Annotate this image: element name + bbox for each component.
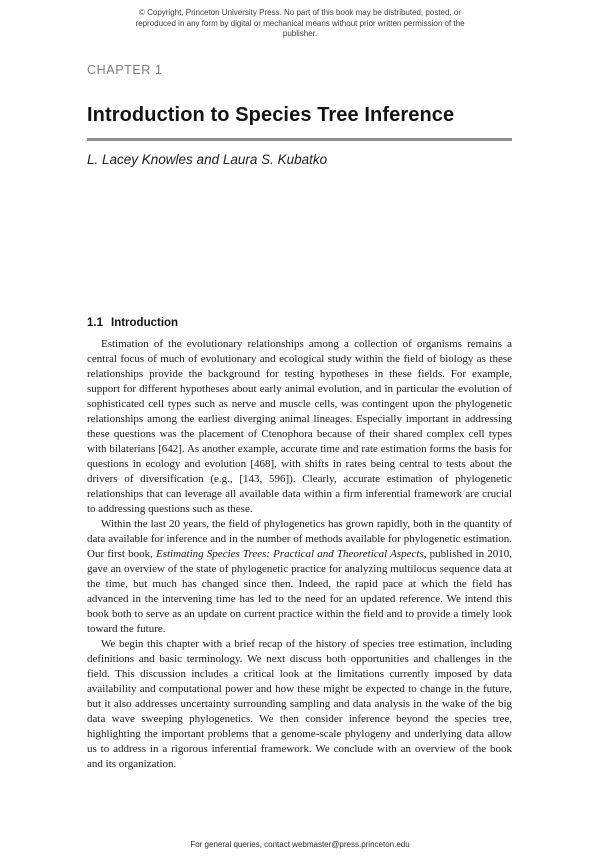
authors-line: L. Lacey Knowles and Laura S. Kubatko	[87, 151, 328, 167]
paragraph-2-text-before: Within the last 20 years, the field of phylogenetics has grown rapidly, both in the quantity of data available for inference and in the number of methods available for phylogenetic estimation. Our first book,	[87, 517, 512, 560]
page-content	[87, 63, 512, 772]
title-rule	[87, 138, 512, 141]
paragraph-1: Estimation of the evolutionary relationships among a collection of organisms remains a central focus of much of evolutionary and ecological study within the field of biology as these relationships provide the background for testing hypotheses in these fields. For example, support for different hypotheses about early animal evolution, and in particular the evolution of sophisticated cell types such as nerve and muscle cells, was contingent upon the phylogenetic relationships among the earliest diverging animal lineages. Especially important in addressing these questions was the placement of Ctenophora because of their shared complex cell types with bilaterians [642]. As another example, accurate time and rate estimation forms the basis for questions in ecology and evolution [468], with shifts in rates being central to tests about the drivers of diversification (e.g., [143, 596]). Clearly, accurate estimation of phylogenetic relationships that can leverage all available data within a firm inferential framework are crucial to addressing questions such as these.	[87, 337, 512, 515]
section-title: Introduction	[111, 316, 179, 329]
chapter-title: Introduction to Species Tree Inference	[87, 103, 455, 126]
chapter-label: CHAPTER 1	[87, 62, 163, 77]
book-title-italic: Estimating Species Trees: Practical and Theoretical Aspects	[156, 547, 424, 560]
paragraph-3: We begin this chapter with a brief recap of the history of species tree estimation, including definitions and basic terminology. We next discuss both opportunities and challenges in the field. This discussion includes a critical look at the limitations currently imposed by data availability and computational power and how these might be expected to change in the future, but it also addresses uncertainty surrounding sampling and data analysis in the wake of the big data wave sweeping phylogenetics. We then consider inference beyond the species tree, highlighting the important problems that a genome-scale phylogeny and underlying data allow us to address in a rigorous inferential framework. We conclude with an overview of the book and its organization.	[87, 637, 512, 770]
section-number: 1.1	[87, 316, 103, 329]
section-heading	[87, 317, 512, 329]
body-text	[87, 337, 512, 772]
paragraph-2-text-after: , published in 2010, gave an overview of the state of phylogenetic practice for analyzing multilocus sequence data at the time, but much has changed since then. Indeed, the rapid pace at which the field has advanced in the intervening time has led to the need for an updated reference. We intend this book both to serve as an update on current practice within the field and to provide a timely look toward the future.	[87, 547, 512, 635]
footer-contact-note: For general queries, contact webmaster@press.princeton.edu	[190, 840, 410, 849]
paragraph-2	[87, 517, 512, 637]
copyright-notice: © Copyright, Princeton University Press. No part of this book may be distributed, posted, or reproduced in any form by digital or mechanical means without prior written permission of the publisher.	[135, 8, 465, 38]
